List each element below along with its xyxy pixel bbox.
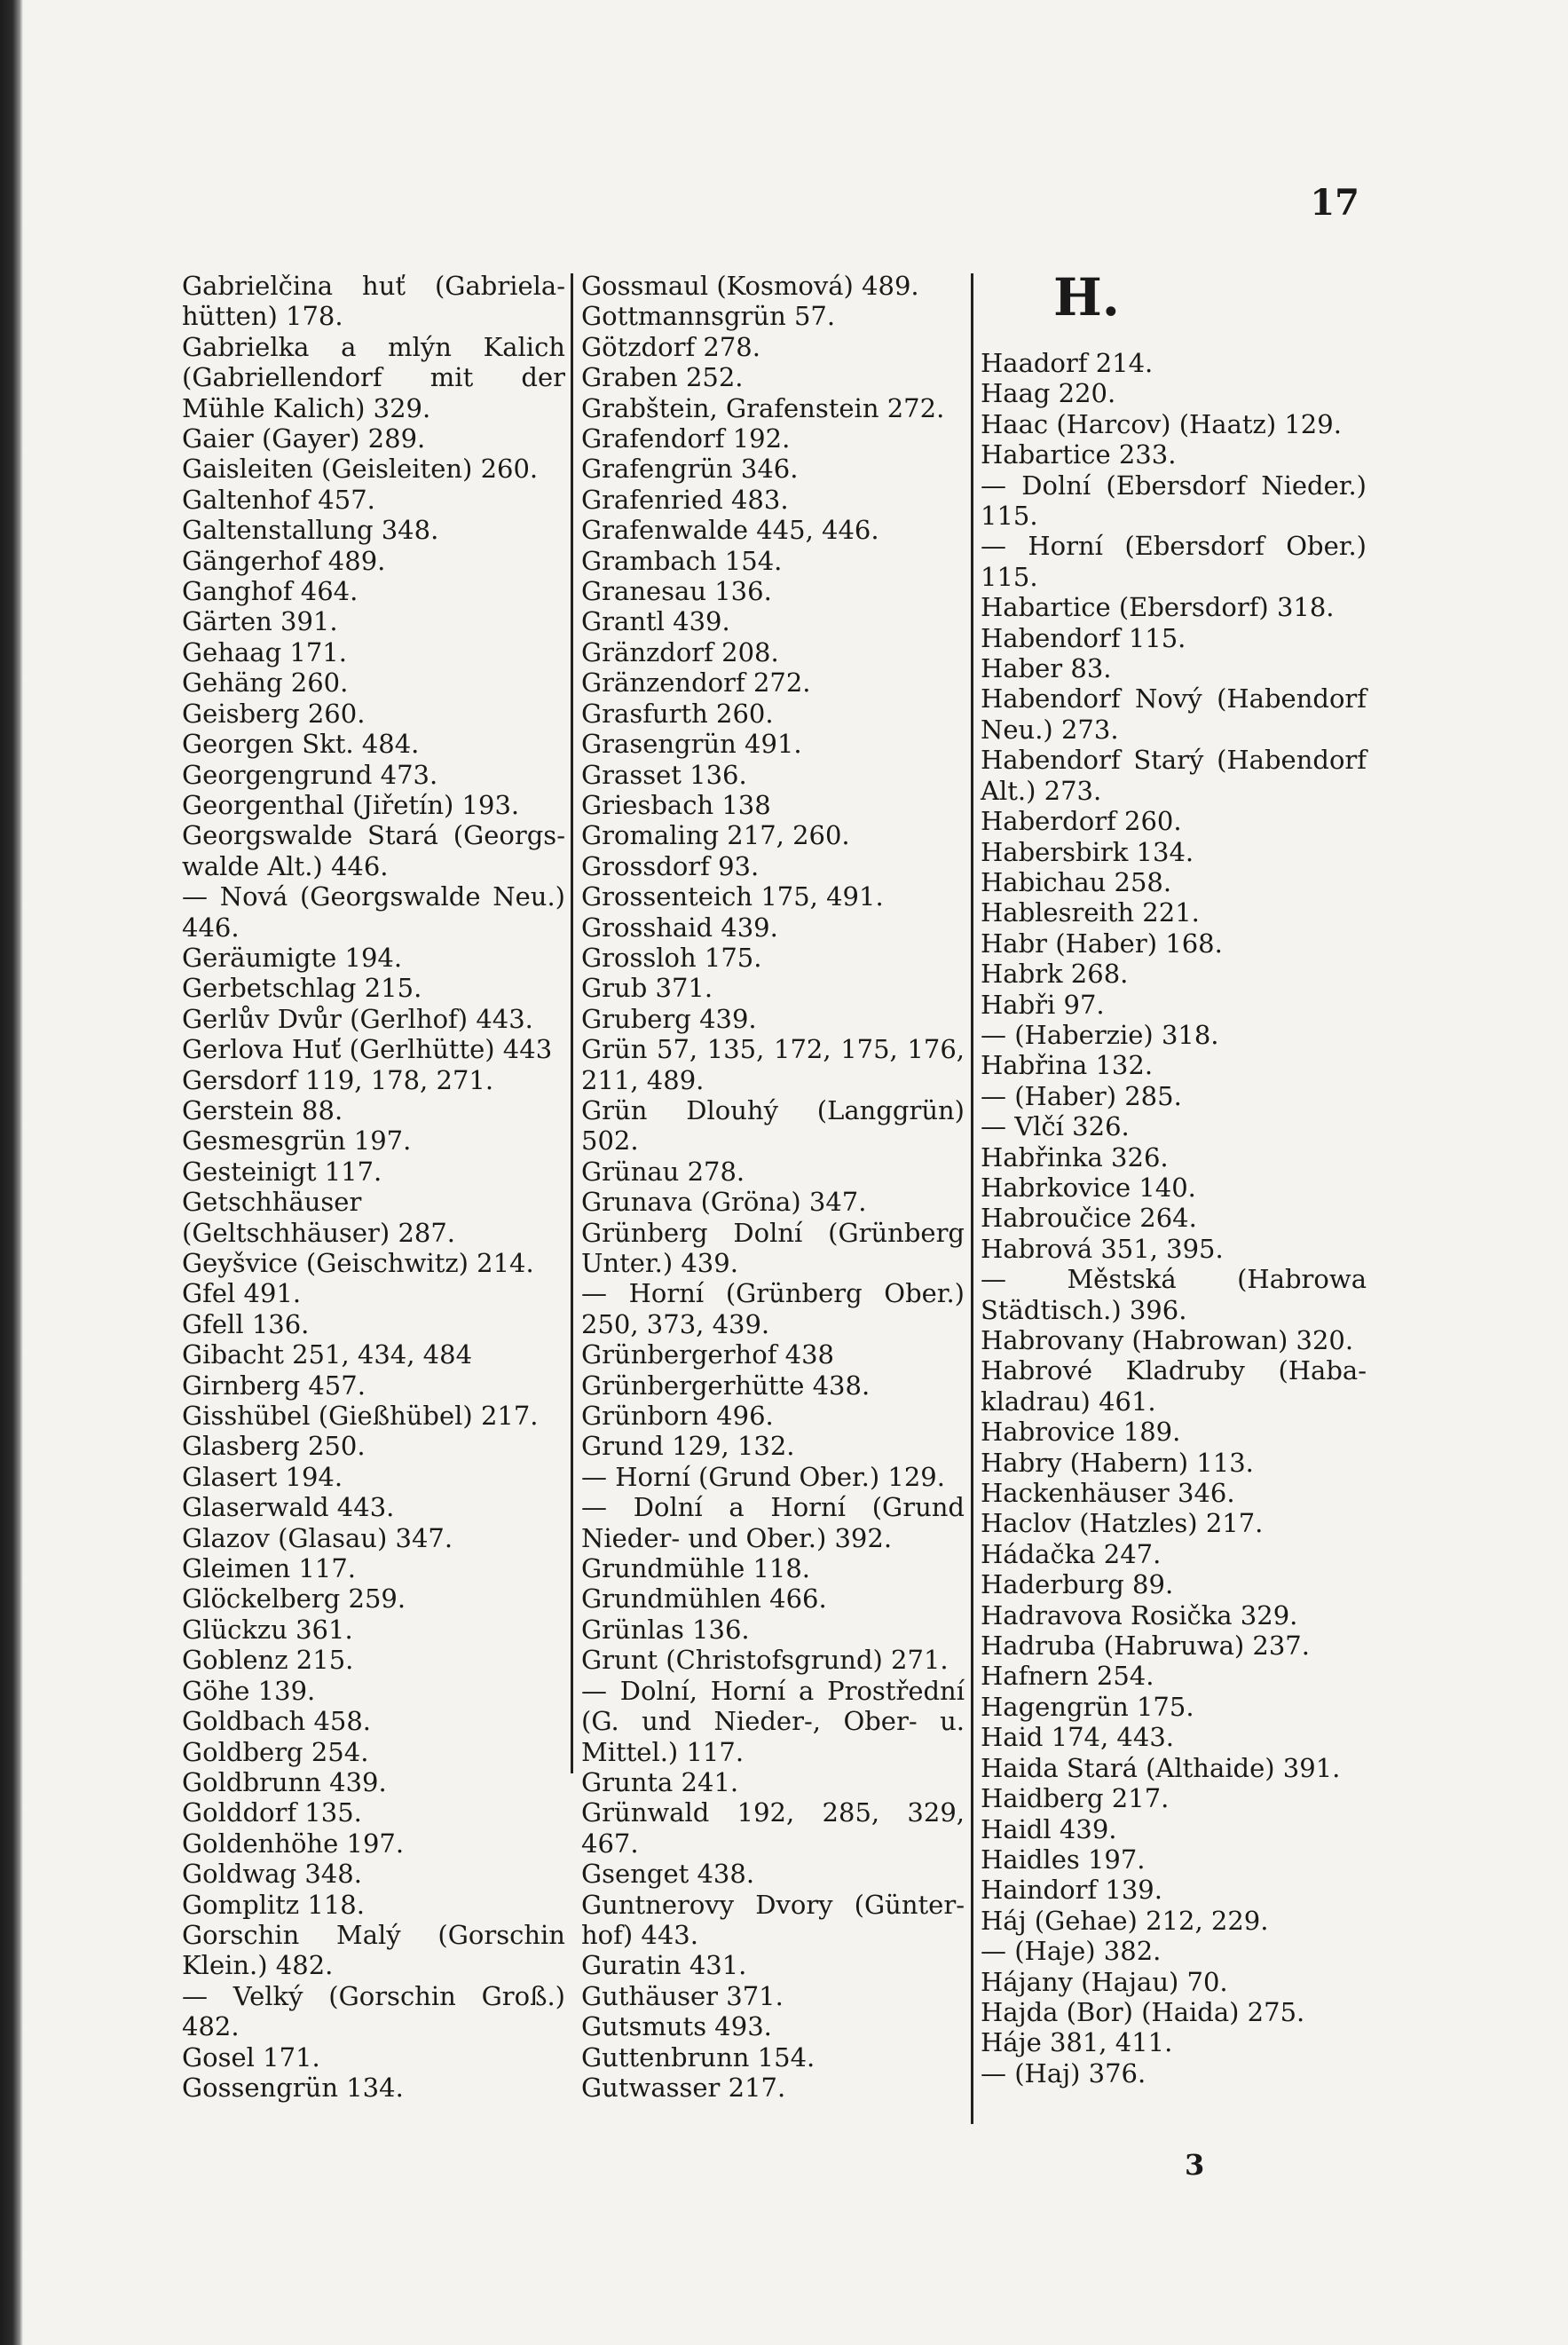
index-entry: Gorschin Malý (Gorschin Klein.) 482. bbox=[182, 1919, 565, 1981]
index-entry: Grub 371. bbox=[581, 973, 713, 1004]
index-entry: Gehäng 260. bbox=[182, 667, 349, 699]
index-entry: — Dolní a Horní (Grund Nieder- und Ober.) 392. bbox=[581, 1492, 965, 1553]
index-entry: Habrk 268. bbox=[981, 959, 1129, 990]
index-entry: Grambach 154. bbox=[581, 545, 783, 576]
index-entry: Gfel 491. bbox=[182, 1278, 302, 1309]
index-entry: Grabštein, Grafenstein 272. bbox=[581, 392, 945, 423]
index-entry: Grünwald 192, 285, 329, 467. bbox=[581, 1797, 965, 1859]
index-entry: Glaserwald 443. bbox=[182, 1492, 395, 1523]
index-entry: Habrkovice 140. bbox=[981, 1172, 1196, 1203]
index-entry: Habrová 351, 395. bbox=[981, 1233, 1224, 1264]
index-entry: Haag 220. bbox=[981, 378, 1116, 409]
index-entry: — Horní (Grünberg Ober.) 250, 373, 439. bbox=[581, 1278, 965, 1339]
index-entry: Haadorf 214. bbox=[981, 348, 1154, 378]
index-entry: Georgen Skt. 484. bbox=[182, 729, 420, 760]
index-entry: Gränzdorf 208. bbox=[581, 636, 779, 667]
index-entry: Grünberg Dolní (Grünberg Unter.) 439. bbox=[581, 1217, 965, 1278]
index-entry: Haac (Harcov) (Haatz) 129. bbox=[981, 408, 1342, 439]
index-entry: Grün Dlouhý (Langgrün) 502. bbox=[581, 1094, 965, 1157]
index-entry: — Velký (Gorschin Groß.) 482. bbox=[182, 1980, 565, 2042]
index-entry: Habrovany (Habrowan) 320. bbox=[981, 1325, 1354, 1355]
index-entry: Grossloh 175. bbox=[581, 942, 762, 973]
binding-gutter bbox=[0, 0, 23, 2345]
index-entry: Háje 381, 411. bbox=[981, 2027, 1173, 2058]
index-entry: Girnberg 457. bbox=[182, 1370, 366, 1401]
index-entry: Hagengrün 175. bbox=[981, 1691, 1194, 1722]
index-entry: — Vlčí 326. bbox=[981, 1111, 1130, 1142]
index-entry: — Horní (Ebersdorf Ober.) 115. bbox=[981, 531, 1367, 592]
index-entry: Gärten 391. bbox=[182, 606, 338, 637]
index-entry: Goldbach 458. bbox=[182, 1706, 372, 1737]
index-entry: — (Haje) 382. bbox=[981, 1936, 1162, 1967]
index-entry: Gersdorf 119, 178, 271. bbox=[182, 1064, 494, 1095]
index-entry: Habendorf Nový (Habendorf Neu.) 273. bbox=[981, 683, 1367, 745]
index-entry: Habersbirk 134. bbox=[981, 836, 1194, 867]
index-entry: Grossenteich 175, 491. bbox=[581, 881, 884, 912]
index-column-3 bbox=[981, 267, 1367, 2088]
index-entry: Habři 97. bbox=[981, 989, 1105, 1020]
section-heading: H. bbox=[1053, 267, 1120, 328]
index-column-1 bbox=[182, 271, 565, 2103]
index-entry: Grafenried 483. bbox=[581, 484, 789, 515]
index-entry: Guthäuser 371. bbox=[581, 1980, 784, 2011]
index-entry: Georgenthal (Jiřetín) 193. bbox=[182, 789, 520, 820]
index-entry: Glückzu 361. bbox=[182, 1614, 353, 1645]
index-entry: Goldwag 348. bbox=[182, 1859, 362, 1890]
index-column-3-entries bbox=[981, 348, 1367, 2088]
index-entry: Grundmühle 118. bbox=[581, 1553, 811, 1584]
index-entry: Gromaling 217, 260. bbox=[581, 820, 850, 851]
index-entry: Goblenz 215. bbox=[182, 1645, 354, 1676]
index-entry: Golddorf 135. bbox=[182, 1797, 362, 1828]
index-entry: Grünbergerhütte 438. bbox=[581, 1370, 871, 1401]
index-entry: Grafenwalde 445, 446. bbox=[581, 515, 879, 546]
index-entry: Guratin 431. bbox=[581, 1950, 747, 1981]
index-entry: Griesbach 138 bbox=[581, 789, 771, 820]
index-entry: Glasert 194. bbox=[182, 1461, 343, 1492]
index-entry: Goldenhöhe 197. bbox=[182, 1828, 405, 1859]
index-entry: Grün 57, 135, 172, 175, 176, 211, 489. bbox=[581, 1034, 965, 1095]
page-number: 17 bbox=[1310, 182, 1359, 224]
index-entry: Haidl 439. bbox=[981, 1813, 1117, 1844]
index-entry: Gaier (Gayer) 289. bbox=[182, 423, 426, 454]
index-entry: Gsenget 438. bbox=[581, 1859, 755, 1890]
index-entry: Grafengrün 346. bbox=[581, 454, 799, 485]
index-entry: Habichau 258. bbox=[981, 866, 1172, 897]
index-entry: Granesau 136. bbox=[581, 576, 772, 607]
index-entry: Graben 252. bbox=[581, 362, 744, 393]
index-entry: Grasengrün 491. bbox=[581, 729, 802, 760]
index-entry: Gerlova Huť (Gerlhütte) 443 bbox=[182, 1034, 553, 1065]
index-entry: Gängerhof 489. bbox=[182, 545, 386, 576]
index-entry: Gleimen 117. bbox=[182, 1553, 357, 1584]
index-entry: Glöckelberg 259. bbox=[182, 1583, 406, 1615]
index-entry: Ganghof 464. bbox=[182, 576, 359, 607]
index-entry: Guttenbrunn 154. bbox=[581, 2041, 816, 2073]
index-entry: — Horní (Grund Ober.) 129. bbox=[581, 1461, 945, 1492]
signature-mark: 3 bbox=[1185, 2148, 1205, 2182]
index-entry: Hadravova Rosička 329. bbox=[981, 1599, 1298, 1630]
index-entry: Guntnerovy Dvory (Günter-hof) 443. bbox=[581, 1889, 965, 1950]
index-entry: Gossmaul (Kosmová) 489. bbox=[581, 271, 919, 301]
index-entry: — (Haj) 376. bbox=[981, 2057, 1146, 2088]
index-entry: Grossdorf 93. bbox=[581, 850, 760, 881]
index-entry: — Nová (Georgswalde Neu.) 446. bbox=[182, 881, 565, 943]
index-entry: Gesmesgrün 197. bbox=[182, 1125, 412, 1157]
index-entry: Grafendorf 192. bbox=[581, 423, 791, 454]
index-entry: Gerlův Dvůr (Gerlhof) 443. bbox=[182, 1003, 533, 1034]
index-entry: Gisshübel (Gießhübel) 217. bbox=[182, 1401, 539, 1432]
index-entry: Haidberg 217. bbox=[981, 1783, 1170, 1814]
index-entry: Gosel 171. bbox=[182, 2041, 320, 2073]
index-entry: Hablesreith 221. bbox=[981, 897, 1200, 928]
index-entry: Habrové Kladruby (Haba-kladrau) 461. bbox=[981, 1355, 1367, 1417]
index-entry: Hackenhäuser 346. bbox=[981, 1478, 1235, 1509]
column-rule-left bbox=[571, 273, 573, 1773]
index-entry: Habendorf Starý (Habendorf Alt.) 273. bbox=[981, 745, 1367, 806]
column-rule-right bbox=[971, 273, 973, 2124]
index-entry: Hájany (Hajau) 70. bbox=[981, 1966, 1228, 1997]
index-entry: Haberdorf 260. bbox=[981, 806, 1182, 837]
index-entry: Goldbrunn 439. bbox=[182, 1766, 387, 1797]
index-entry: Gomplitz 118. bbox=[182, 1889, 365, 1920]
index-entry: Hafnern 254. bbox=[981, 1661, 1154, 1692]
index-entry: Geräumigte 194. bbox=[182, 942, 403, 973]
index-entry: Haindorf 139. bbox=[981, 1875, 1162, 1906]
index-entry: Haida Stará (Althaide) 391. bbox=[981, 1752, 1341, 1783]
index-entry: Grundmühlen 466. bbox=[581, 1583, 827, 1615]
index-entry: Hadruba (Habruwa) 237. bbox=[981, 1630, 1310, 1662]
index-entry: Habřinka 326. bbox=[981, 1141, 1169, 1172]
index-entry: Geisberg 260. bbox=[182, 698, 366, 729]
index-entry: — (Haber) 285. bbox=[981, 1080, 1182, 1111]
index-entry: Grünau 278. bbox=[581, 1156, 745, 1187]
index-entry: Gfell 136. bbox=[182, 1308, 310, 1339]
index-entry: Grunta 241. bbox=[581, 1766, 739, 1797]
index-entry: Háj (Gehae) 212, 229. bbox=[981, 1905, 1269, 1936]
index-entry: Glazov (Glasau) 347. bbox=[182, 1522, 453, 1553]
index-entry: Habartice (Ebersdorf) 318. bbox=[981, 592, 1335, 623]
index-entry: Gutsmuts 493. bbox=[581, 2011, 772, 2042]
index-entry: Habrovice 189. bbox=[981, 1417, 1181, 1448]
index-entry: Georgswalde Stará (Georgs-walde Alt.) 446. bbox=[182, 820, 565, 881]
index-entry: Gibacht 251, 434, 484 bbox=[182, 1339, 473, 1370]
index-entry: Göhe 139. bbox=[182, 1675, 316, 1706]
index-entry: Gottmannsgrün 57. bbox=[581, 301, 836, 332]
index-entry: Haclov (Hatzles) 217. bbox=[981, 1508, 1264, 1539]
index-entry: Gerstein 88. bbox=[182, 1094, 343, 1125]
index-entry: Haber 83. bbox=[981, 653, 1112, 684]
index-entry: Gabrielka a mlýn Kalich (Gabriellendorf mit der Mühle Kalich) 329. bbox=[182, 331, 565, 423]
index-entry: Gruberg 439. bbox=[581, 1003, 757, 1034]
index-entry: Gehaag 171. bbox=[182, 636, 347, 667]
index-entry: Habroučice 264. bbox=[981, 1203, 1197, 1234]
index-entry: Haid 174, 443. bbox=[981, 1722, 1174, 1753]
index-entry: Grund 129, 132. bbox=[581, 1431, 795, 1462]
index-entry: Georgengrund 473. bbox=[182, 759, 438, 790]
index-entry: — Dolní (Ebersdorf Nieder.) 115. bbox=[981, 470, 1367, 532]
index-entry: Grasfurth 260. bbox=[581, 698, 774, 729]
index-entry: — Městská (Habrowa Städtisch.) 396. bbox=[981, 1264, 1367, 1325]
index-entry: Goldberg 254. bbox=[182, 1736, 369, 1767]
index-entry: Habartice 233. bbox=[981, 439, 1177, 470]
index-entry: Grunt (Christofsgrund) 271. bbox=[581, 1645, 949, 1676]
index-entry: Grantl 439. bbox=[581, 606, 730, 637]
index-entry: Gesteinigt 117. bbox=[182, 1156, 382, 1187]
index-entry: Habřina 132. bbox=[981, 1050, 1154, 1081]
index-entry: Grunava (Gröna) 347. bbox=[581, 1187, 867, 1218]
index-entry: Grosshaid 439. bbox=[581, 912, 778, 943]
index-entry: — Dolní, Horní a Prostřední (G. und Nieder-, Ober- u. Mittel.) 117. bbox=[581, 1675, 965, 1767]
index-column-2 bbox=[581, 271, 965, 2103]
index-entry: Gabrielčina huť (Gabriela-hütten) 178. bbox=[182, 271, 565, 332]
index-entry: Grünborn 496. bbox=[581, 1401, 774, 1432]
index-entry: Gossengrün 134. bbox=[182, 2072, 404, 2103]
index-entry: Galtenstallung 348. bbox=[182, 515, 439, 546]
index-entry: Grünlas 136. bbox=[581, 1614, 750, 1645]
index-entry: Gutwasser 217. bbox=[581, 2072, 786, 2103]
index-entry: Götzdorf 278. bbox=[581, 331, 760, 362]
index-entry: Habry (Habern) 113. bbox=[981, 1447, 1254, 1478]
index-entry: Hajda (Bor) (Haida) 275. bbox=[981, 1996, 1305, 2027]
index-entry: Geyšvice (Geischwitz) 214. bbox=[182, 1248, 534, 1278]
index-entry: Glasberg 250. bbox=[182, 1431, 366, 1462]
index-entry: — (Haberzie) 318. bbox=[981, 1019, 1219, 1050]
index-entry: Gränzendorf 272. bbox=[581, 667, 811, 699]
index-entry: Hádačka 247. bbox=[981, 1538, 1162, 1569]
index-entry: Getschhäuser (Geltschhäuser) 287. bbox=[182, 1187, 456, 1248]
index-entry: Grasset 136. bbox=[581, 759, 747, 790]
index-entry: Habendorf 115. bbox=[981, 622, 1186, 653]
index-entry: Habr (Haber) 168. bbox=[981, 928, 1223, 959]
index-entry: Gerbetschlag 215. bbox=[182, 973, 422, 1004]
index-entry: Haidles 197. bbox=[981, 1844, 1146, 1875]
index-entry: Gaisleiten (Geisleiten) 260. bbox=[182, 454, 539, 485]
index-entry: Galtenhof 457. bbox=[182, 484, 375, 515]
index-entry: Haderburg 89. bbox=[981, 1569, 1174, 1600]
index-entry: Grünbergerhof 438 bbox=[581, 1339, 835, 1370]
